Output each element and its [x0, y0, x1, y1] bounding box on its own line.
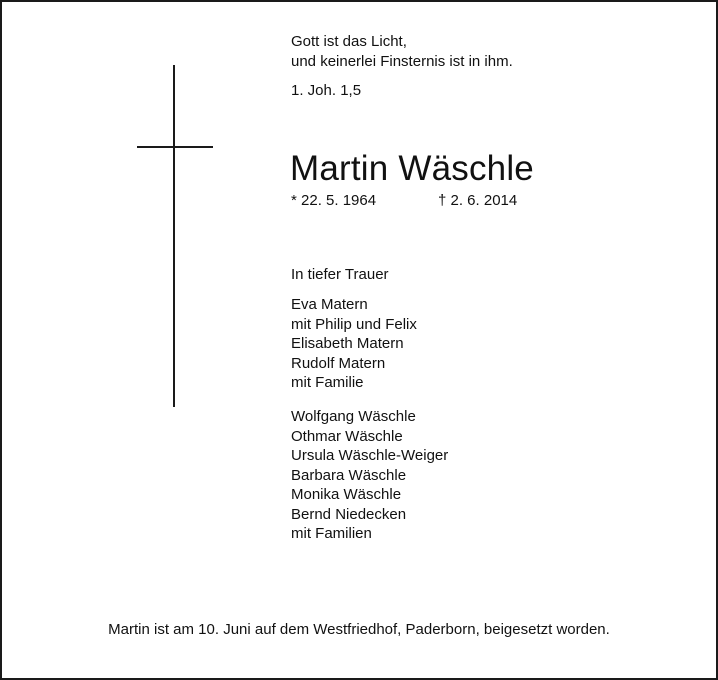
deceased-name: Martin Wäschle [290, 149, 534, 188]
cross-icon-horizontal-beam [137, 146, 213, 148]
mourner-name: Monika Wäschle [291, 486, 402, 503]
mourner-name: Eva Matern [291, 296, 368, 313]
mourner-name: mit Familien [291, 525, 372, 542]
mourner-name: Elisabeth Matern [291, 335, 404, 352]
mourner-name: Wolfgang Wäschle [291, 408, 416, 425]
mourner-name: Barbara Wäschle [291, 466, 407, 484]
mourner-name: mit Philip und Felix [291, 315, 417, 333]
cross-icon-vertical-beam [173, 65, 175, 407]
verse-line-1: Gott ist das Licht, [291, 33, 407, 50]
mourner-name: mit Familie [291, 374, 364, 391]
verse-reference: 1. Joh. 1,5 [291, 82, 362, 99]
bible-verse [291, 32, 513, 71]
mourning-heading: In tiefer Trauer [291, 266, 389, 283]
mourners-group-2 [291, 407, 448, 544]
birth-date: * 22. 5. 1964 [291, 192, 377, 209]
verse-line-2: und keinerlei Finsternis ist in ihm. [291, 52, 513, 70]
mourner-name: Othmar Wäschle [291, 427, 403, 445]
mourner-name: Bernd Niedecken [291, 505, 407, 523]
death-date: † 2. 6. 2014 [438, 192, 518, 209]
burial-notice: Martin ist am 10. Juni auf dem Westfriedhof, Paderborn, beigesetzt worden. [108, 621, 610, 638]
mourner-name: Rudolf Matern [291, 354, 386, 372]
mourner-name: Ursula Wäschle-Weiger [291, 447, 449, 464]
mourners-group-1 [291, 295, 417, 393]
